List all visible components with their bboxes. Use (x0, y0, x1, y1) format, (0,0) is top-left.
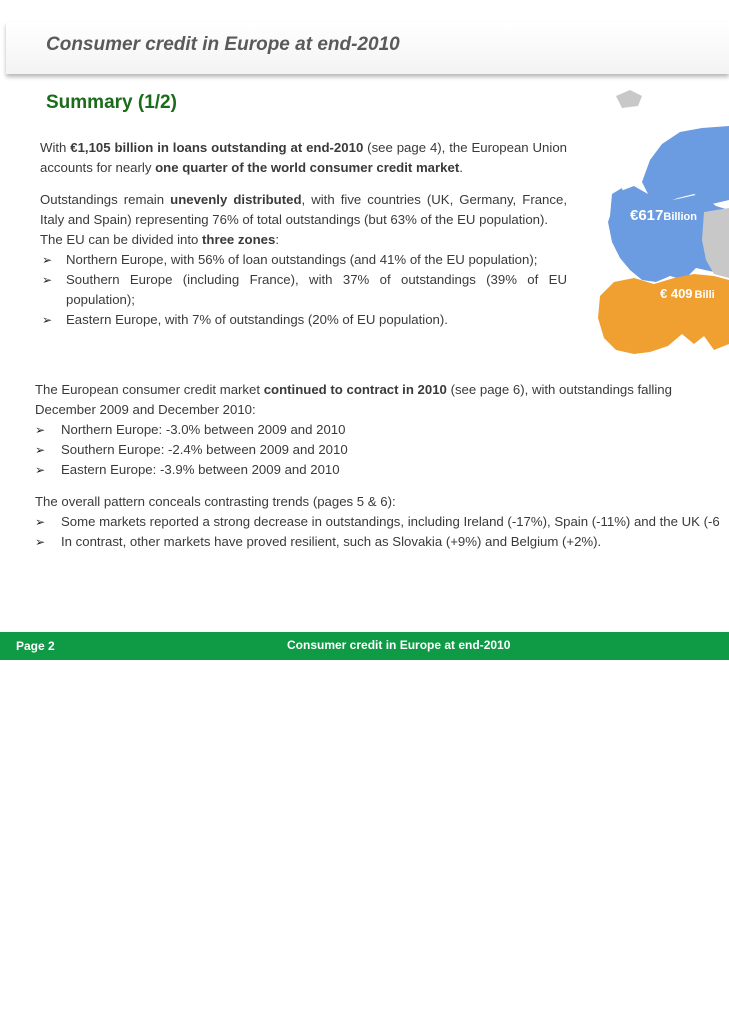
footer-title: Consumer credit in Europe at end-2010 (287, 638, 511, 652)
north-value-label: €617Billion (630, 207, 697, 224)
list-item: ➢ In contrast, other markets have proved resilient, such as Slovakia (+9%) and Belgium (+2%). (35, 532, 729, 552)
arrow-bullet-icon: ➢ (35, 515, 46, 529)
arrow-bullet-icon: ➢ (35, 443, 46, 457)
arrow-bullet-icon: ➢ (42, 253, 53, 267)
emphasis: unevenly distributed (170, 192, 302, 207)
summary-paragraph-1: With €1,105 billion in loans outstanding at end-2010 (see page 4), the European Union accounts for nearly one quarter of the world consumer credit market. (40, 140, 567, 175)
arrow-bullet-icon: ➢ (35, 463, 46, 477)
emphasis: three zones (202, 232, 276, 247)
list-item: ➢ Northern Europe, with 56% of loan outstandings (and 41% of the EU population); (40, 250, 567, 270)
summary-paragraph-2: Outstandings remain unevenly distributed, with five countries (UK, Germany, France, Italy and Spain) representing 76% of total outstandings (but 63% of the EU population). (40, 192, 567, 227)
list-item: ➢ Some markets reported a strong decrease in outstandings, including Ireland (-17%), Spain (-11%) and the UK (-6 (35, 512, 729, 532)
list-item: ➢ Eastern Europe, with 7% of outstandings (20% of EU population). (40, 310, 567, 330)
section-title: Summary (1/2) (46, 92, 177, 113)
trends-paragraph-1-line-2: December 2009 and December 2010: (35, 402, 256, 417)
arrow-bullet-icon: ➢ (35, 535, 46, 549)
contrasts-list (35, 512, 729, 552)
list-item: ➢ Southern Europe: -2.4% between 2009 and 2010 (35, 440, 729, 460)
arrow-bullet-icon: ➢ (42, 313, 53, 327)
page-number: Page 2 (16, 639, 55, 653)
zones-list (40, 250, 567, 330)
document-title: Consumer credit in Europe at end-2010 (46, 34, 400, 55)
trends-paragraph-2: The overall pattern conceals contrasting trends (pages 5 & 6): (35, 494, 396, 509)
arrow-bullet-icon: ➢ (35, 423, 46, 437)
summary-paragraph-3: The EU can be divided into three zones: (40, 232, 279, 247)
list-item: ➢ Southern Europe (including France), with 37% of outstandings (39% of EU population); (42, 272, 567, 307)
europe-map (590, 82, 729, 360)
emphasis: one quarter of the world consumer credit market (155, 160, 460, 175)
list-item: ➢ Northern Europe: -3.0% between 2009 and 2010 (35, 420, 729, 440)
south-value-label: € 409 Billi (660, 286, 715, 301)
trends-paragraph-1: The European consumer credit market continued to contract in 2010 (see page 6), with outstandings falling (35, 382, 672, 397)
list-item: ➢ Eastern Europe: -3.9% between 2009 and 2010 (35, 460, 729, 480)
emphasis: €1,105 billion in loans outstanding at end-2010 (70, 140, 364, 155)
changes-list (35, 420, 729, 480)
trends-block (35, 380, 729, 552)
arrow-bullet-icon: ➢ (42, 273, 53, 287)
iceland-shape (616, 90, 642, 108)
summary-block (40, 138, 567, 330)
scandinavia-shape (642, 126, 729, 204)
emphasis: continued to contract in 2010 (263, 382, 447, 397)
